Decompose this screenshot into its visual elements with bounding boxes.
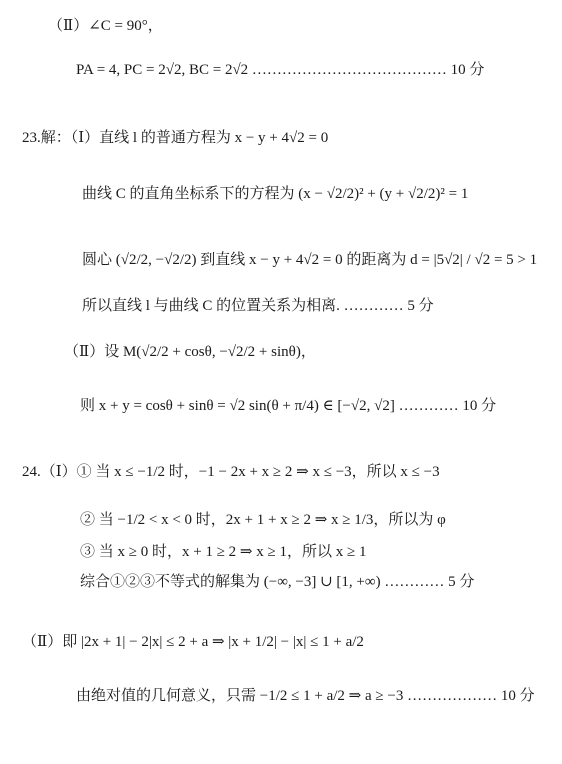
curve-c-equation-line: 曲线 C 的直角坐标系下的方程为 (x − √2/2)² + (y + √2/2)² = 1 bbox=[82, 186, 469, 202]
problem-23-heading-line: 23.解：（Ⅰ）直线 l 的普通方程为 x − y + 4√2 = 0 bbox=[22, 130, 329, 146]
part-ii-angle-c-line: （Ⅱ）∠C = 90°， bbox=[48, 18, 163, 34]
problem-24-case-3-line: ③ 当 x ≥ 0 时，x + 1 ≥ 2 ⇒ x ≥ 1，所以 x ≥ 1 bbox=[80, 544, 367, 560]
problem-24-case-1-line: 24.（Ⅰ）① 当 x ≤ −1/2 时，−1 − 2x + x ≥ 2 ⇒ x ≤ −3，所以 x ≤ −3 bbox=[22, 464, 440, 480]
part-ii-inequality-line: （Ⅱ）即 |2x + 1| − 2|x| ≤ 2 + a ⇒ |x + 1/2| − |x| ≤ 1 + a/2 bbox=[22, 634, 364, 650]
range-x-plus-y-line: 则 x + y = cosθ + sinθ = √2 sin(θ + π/4) ∈ [−√2, √2] ………… 10 分 bbox=[80, 398, 497, 414]
distance-line: 圆心 (√2/2, −√2/2) 到直线 x − y + 4√2 = 0 的距离为 d = |5√2| / √2 = 5 > 1 bbox=[82, 252, 538, 268]
position-relation-line: 所以直线 l 与曲线 C 的位置关系为相离. ………… 5 分 bbox=[82, 298, 434, 314]
geometric-meaning-line: 由绝对值的几何意义，只需 −1/2 ≤ 1 + a/2 ⇒ a ≥ −3 ……………… 10 分 bbox=[76, 688, 535, 704]
problem-24-case-2-line: ② 当 −1/2 < x < 0 时，2x + 1 + x ≥ 2 ⇒ x ≥ 1/3，所以为 φ bbox=[80, 512, 446, 528]
part-ii-set-m-line: （Ⅱ）设 M(√2/2 + cosθ, −√2/2 + sinθ)， bbox=[64, 344, 316, 360]
solution-set-line: 综合①②③不等式的解集为 (−∞, −3] ∪ [1, +∞) ………… 5 分 bbox=[80, 574, 475, 590]
part-ii-lengths-line: PA = 4, PC = 2√2, BC = 2√2 ………………………………… 10 分 bbox=[76, 62, 485, 78]
